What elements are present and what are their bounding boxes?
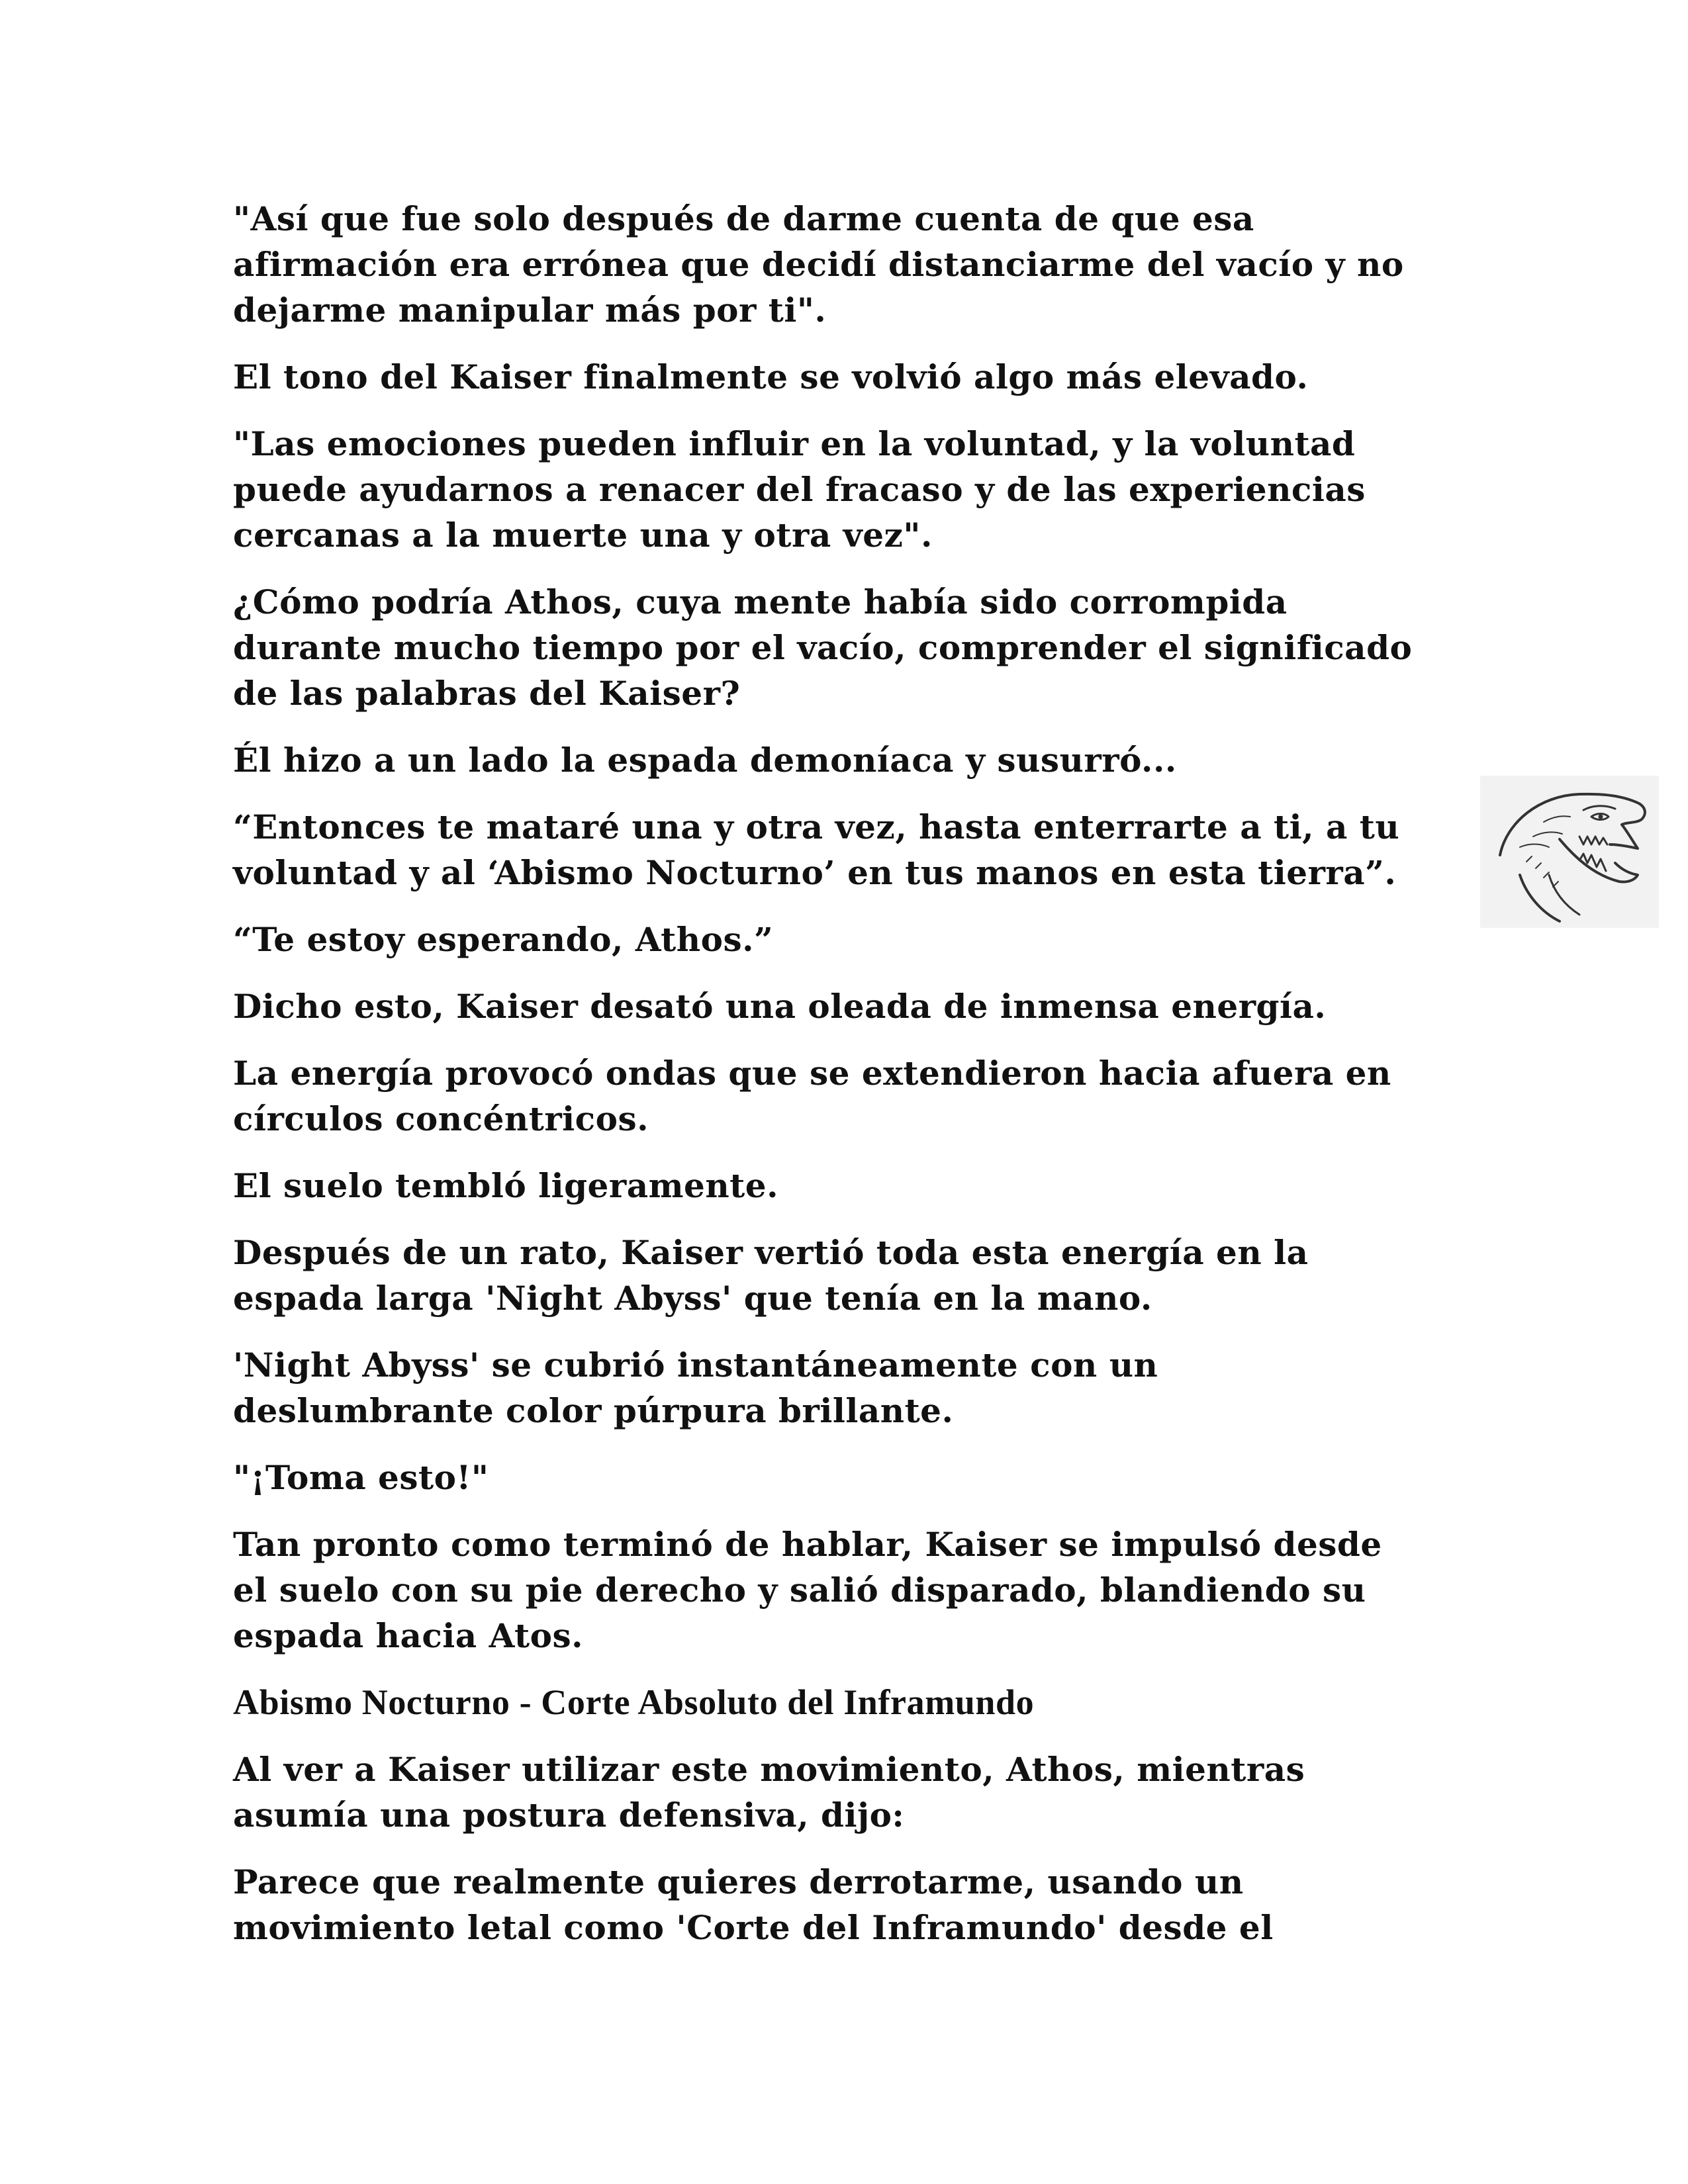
paragraph-7: “Te estoy esperando, Athos.” [233, 920, 774, 959]
technique-name-heading: Abismo Nocturno - Corte Absoluto del Inframundo [233, 1682, 1035, 1722]
dinosaur-head-icon [1480, 776, 1659, 928]
paragraph-2: El tono del Kaiser finalmente se volvió algo más elevado. [233, 357, 1309, 396]
paragraph-16: Al ver a Kaiser utilizar este movimiento, Athos, mientras asumía una postura defensiva, dijo: [233, 1750, 1305, 1835]
body-text [233, 196, 1491, 1972]
paragraph-9: La energía provocó ondas que se extendieron hacia afuera en círculos concéntricos. [233, 1054, 1391, 1138]
paragraph-4: ¿Cómo podría Athos, cuya mente había sido corrompida durante mucho tiempo por el vacío, comprender el significado de las palabras del Kaiser? [233, 582, 1413, 713]
paragraph-14: Tan pronto como terminó de hablar, Kaiser se impulsó desde el suelo con su pie derecho y salió disparado, blandiendo su espada hacia Atos. [233, 1525, 1382, 1655]
paragraph-5: Él hizo a un lado la espada demoníaca y susurró... [233, 741, 1177, 780]
paragraph-8: Dicho esto, Kaiser desató una oleada de inmensa energía. [233, 987, 1327, 1026]
paragraph-12: 'Night Abyss' se cubrió instantáneamente con un deslumbrante color púrpura brillante. [233, 1345, 1158, 1430]
paragraph-1: "Así que fue solo después de darme cuenta de que esa afirmación era errónea que decidí distanciarme del vacío y no dejarme manipular más por ti". [233, 199, 1404, 330]
paragraph-17: Parece que realmente quieres derrotarme, usando un movimiento letal como 'Corte del Inframundo' desde el [233, 1862, 1274, 1947]
paragraph-3: "Las emociones pueden influir en la voluntad, y la voluntad puede ayudarnos a renacer del fracaso y de las experiencias cercanas a la muerte una y otra vez". [233, 424, 1366, 555]
paragraph-10: El suelo tembló ligeramente. [233, 1166, 778, 1205]
paragraph-6: “Entonces te mataré una y otra vez, hasta enterrarte a ti, a tu voluntad y al ‘Abismo Nocturno’ en tus manos en esta tierra”. [233, 807, 1400, 892]
paragraph-11: Después de un rato, Kaiser vertió toda esta energía en la espada larga 'Night Abyss' que tenía en la mano. [233, 1233, 1309, 1318]
paragraph-13: "¡Toma esto!" [233, 1458, 489, 1497]
